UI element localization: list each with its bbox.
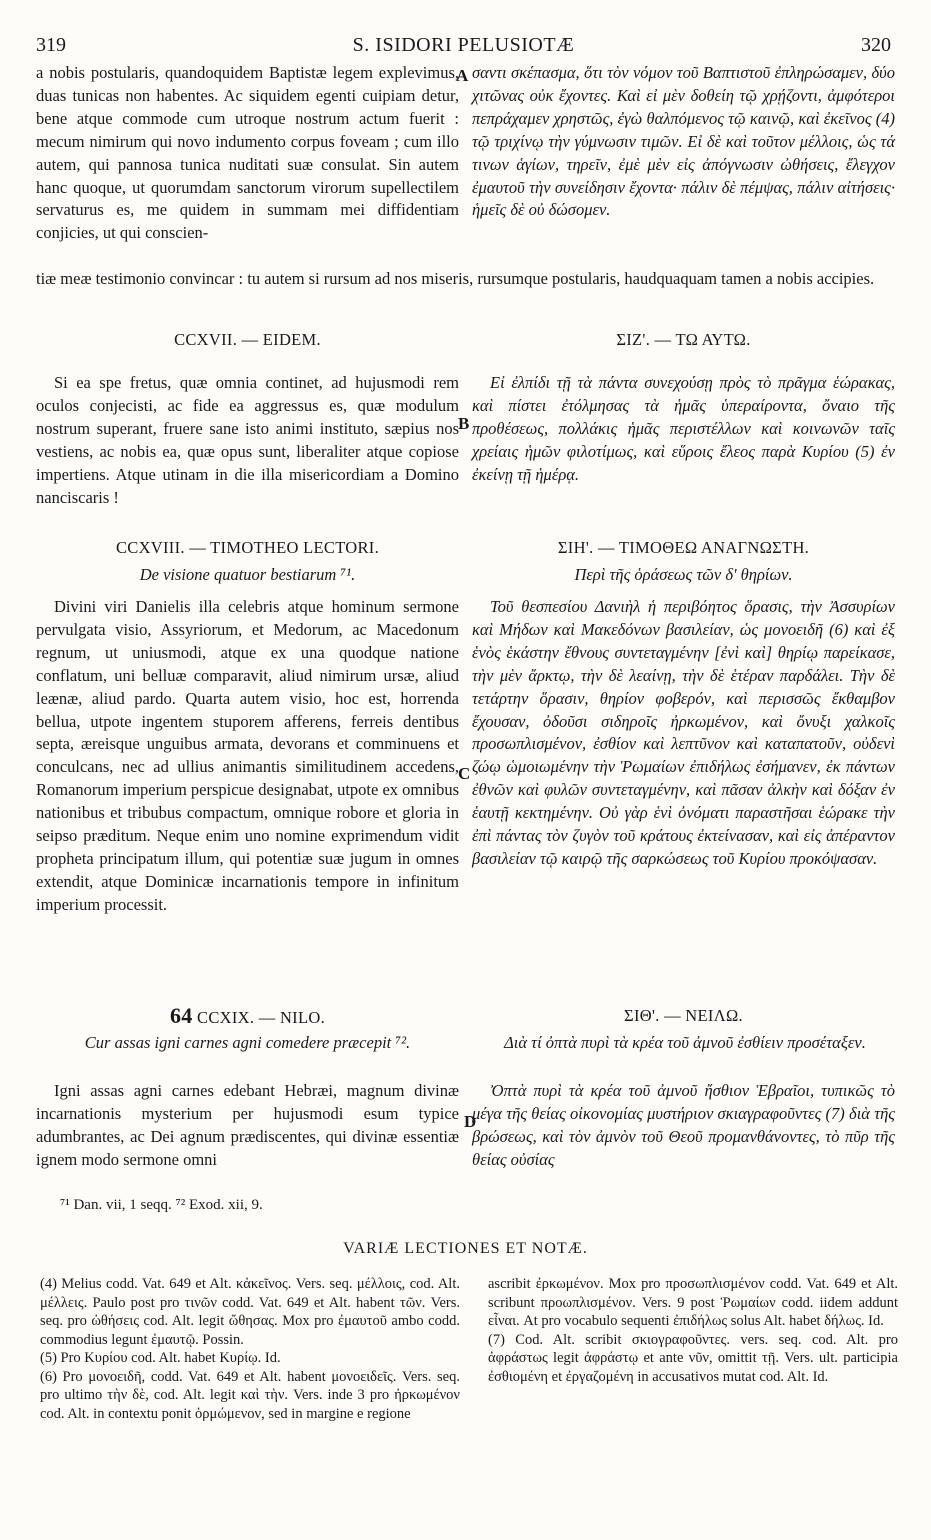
heading-text: CCXIX. — NILO. [197,1008,325,1027]
greek-column-ccxvii [472,372,895,487]
greek-column-ccxix [472,1080,895,1172]
letter-subtitle-latin: Cur assas igni carnes agni comedere præcepit ⁷². [84,1033,411,1052]
greek-paragraph: Τοῦ θεσπεσίου Δανιὴλ ἡ περιβόητος ὅρασις, τὴν Ἀσσυρίων καὶ Μήδων καὶ Μακεδόνων βασιλείαν, ὡς μονοειδῆ (6) καὶ ἐξ ἑνὸς ἑκάστην ἔθνους συντεταγμένην [ἐνὶ καὶ] θηρίῳ παρείκασε, τὴν μὲν ἄρκτῳ, τὴν δὲ λεαίνῃ, τὴν δὲ ἑτέραν παρδάλει. Τὴν δὲ τετάρτην ὅρασιν, θηρίον φοβερόν, καὶ περισσῶς ἔκθαμβον ἔχουσαν, ὀδοῦσι σιδηροῖς ἠρκωμένον, καὶ ὄνυξι χαλκοῖς προσωπλισμένον, ἐσθίον καὶ λεπτῦνον καὶ καταπατοῦν, οὐδενὶ ζώῳ ὡμοιωμένην τὴν Ῥωμαίων ἐπιδήλως ἐσήμανεν, ἐκ πάντων ἐθνῶν καὶ φυλῶν συντεταγμένην, καὶ πᾶσαν ἀλκὴν καὶ δόξαν ἐν ἑαυτῇ κεκτημένην. Οὐ γὰρ ἑνὶ ὀνόματι παραστῆσαι ἑώρακε τὴν ἐπὶ πάντας τὸν ζυγὸν τοῦ κράτους ἐκτείνασαν, καὶ εἰς ἀπέραντον βασιλείαν τῷ καιρῷ τῆς σαρκώσεως τοῦ Κυρίου προκόψασαν. [472,597,895,868]
notes-column-right [488,1275,898,1386]
note-item: (4) Melius codd. Vat. 649 et Alt. κἀκεῖνος. Vers. seq. μέλλοις, cod. Alt. μέλλεις. Paulo post pro τινῶν codd. Vat. 649 et Alt. habent τῶν. Vers. seq. pro ὠθήσεις cod. Alt. legit ὤθησας. Mox pro ἐμαυτοῦ ambo codd. commodius legunt ἐμαυτῷ. Possin. [40,1276,460,1348]
letter-heading-greek: ΣΙΘ'. — ΝΕΙΛΩ. [624,1006,743,1025]
section-marker-b: B [458,414,470,433]
full-width-latin [36,268,896,291]
running-title: S. ISIDORI PELUSIOTÆ [352,34,575,56]
latin-paragraph: Igni assas agni carnes edebant Hebræi, magnum divinæ incarnationis mysterium per hujusmodi esum typice adumbrantes, ac Dei agnum prædiscentes, qui divinæ essentiæ ignem modo sermone omni [36,1081,459,1169]
letter-subtitle-latin: De visione quatuor bestiarum ⁷¹. [139,565,356,584]
notes-title: VARIÆ LECTIONES ET NOTÆ. [343,1240,588,1257]
letter-subtitle-greek: Περὶ τῆς ὁράσεως τῶν δ' θηρίων. [574,565,793,584]
letter-heading-latin: CCXVIII. — TIMOTHEO LECTORI. [115,538,380,557]
section-marker-d: D [464,1112,477,1131]
letter-heading-greek: ΣΙΖ'. — ΤΩ ΑΥΤΩ. [616,330,751,349]
latin-paragraph: Divini viri Danielis illa celebris atque hominum sermone pervulgata visio, Assyriorum, et Medorum, ac Macedonum regnum, ut uniusmodi, atque ex una quodque natione conflatum, uni belluæ comparavit, aliud nimirum ursæ, aliud leænæ, aliud pardo. Quarta autem visio, hoc est, horrenda bellua, utpote ingentem stuporem afferens, ferreis dentibus septa, æreisque unguibus armata, devorans et comminuens et conculcans, nec ad ullius animantis similitudinem accedens, Romanorum imperium perspicue designabat, utpote ex omnibus nationibus et tribubus compactum, omnique robore et gloria in seipso præditum. Neque enim uno nomine exprimendum vidit propheta principatum illum, qui potentiæ suæ jugum in omnes extendit, atque Dominicæ incarnationis tempore in infinitum imperium processit. [36,597,459,914]
greek-column-top [472,62,895,222]
latin-column-ccxix [36,1080,459,1172]
latin-column-top [36,62,459,245]
note-item: ascribit ἐρκωμένον. Mox pro προσωπλισμένον codd. Vat. 649 et Alt. scribunt προωπλισμένον. Vers. 9 post Ῥωμαίων codd. iidem addunt εἶναι. At pro vocabulo sequenti ἐπιδήλως solus Alt. habet δήλως. Id. [488,1276,898,1329]
greek-paragraph: Εἰ ἐλπίδι τῇ τὰ πάντα συνεχούσῃ πρὸς τὸ πρᾶγμα ἑώρακας, καὶ πίστει ἐτόλμησας τὰ ἡμᾶς ὑπεραίροντα, ὄναιο τῆς προθέσεως, πολλάκις ἡμᾶς περιστέλλων καὶ κοινωνῶν ταῖς χρείαις ἡμῶν φιλοτίμως, καὶ εὕροις ἔλεος παρὰ Κυρίου (5) ἐν ἐκείνῃ τῇ ἡμέρᾳ. [472,373,895,484]
letter-heading-greek: ΣΙΗ'. — ΤΙΜΟΘΕΩ ΑΝΑΓΝΩΣΤΗ. [557,538,810,557]
greek-paragraph: Ὀπτὰ πυρὶ τὰ κρέα τοῦ ἀμνοῦ ἤσθιον Ἑβραῖοι, τυπικῶς τὸ μέγα τῆς θείας οἰκονομίας μυστήριον σκιαγραφοῦντες (7) διὰ τῆς βρώσεως, καὶ τὸν ἀμνὸν τοῦ Θεοῦ προμανθάνοντες, τὸ πῦρ τῆς θείας οὐσίας [472,1081,895,1169]
latin-column-ccxviii [36,596,459,917]
running-header [36,34,891,62]
letter-subtitle-greek: Διὰ τί ὀπτὰ πυρὶ τὰ κρέα τοῦ ἀμνοῦ ἐσθίειν προσέταξεν. [504,1033,866,1052]
note-item: (5) Pro Κυρίου cod. Alt. habet Κυρίῳ. Id. [40,1350,281,1366]
greek-column-ccxviii [472,596,895,871]
latin-column-ccxvii [36,372,459,509]
latin-paragraph: Si ea spe fretus, quæ omnia continet, ad hujusmodi rem oculos conjecisti, ac fide ea aggressus es, quæ modulum nostrum superant, fruere sane isto animi instituto, sæpius nos vestiens, ac nobis ea, quæ opus sunt, liberaliter atque copiose impertiens. Atque utinam in die illa misericordiam a Domino nanciscaris ! [36,373,459,507]
letter-heading-latin [36,1003,459,1029]
letter-heading-latin: CCXVII. — EIDEM. [174,330,321,349]
page-number-right: 320 [861,34,891,56]
page-number-left: 319 [36,34,66,56]
greek-paragraph: σαντι σκέπασμα, ὅτι τὸν νόμον τοῦ Βαπτιστοῦ ἐπληρώσαμεν, δύο χιτῶνας οὐκ ἔχοντες. Καὶ εἰ μὲν δοθείη τῷ χρῄζοντι, ἀμφότεροι πεπράχαμεν χρηστῶς, ἐγὼ θαλπόμενος τῷ καινῷ, καὶ ἐκεῖνος (4) τῷ τριχίνῳ τὴν γύμνωσιν τιμῶν. Εἰ δὲ καὶ τοῦτον μέλλοις, ὡς τά τινων ἁγίων, τηρεῖν, ἐμὲ μὲν εἰς ἀπόγνωσιν ὠθήσεις, ἔλεγχον ἐμαυτοῦ τὴν συνείδησιν ἔχοντα· πάλιν δὲ πέμψας, πάλιν αἰτήσεις· ἡμεῖς δὲ οὐ δώσομεν. [472,63,895,220]
note-item: (7) Cod. Alt. scribit σκιογραφοῦντες. vers. seq. cod. Alt. pro ἀφράστως legit ἀφράστῳ et ante νῦν, omittit τῇ. Vers. ult. participia ἐσθιομένη et ἐργαζομένη in accusativos mutat cod. Alt. Id. [488,1331,898,1385]
notes-column-left [40,1275,460,1423]
section-marker-a: A [456,66,469,85]
note-item: (6) Pro μονοειδῆ, codd. Vat. 649 et Alt. habent μονοειδεῖς. Vers. seq. pro ultimo τὴν δὲ, cod. Alt. legit καὶ τὴν. Vers. inde 3 pro ἠρκωμένον cod. Alt. in contextu ponit ὁρμώμενον, sed in margine e regione [40,1368,460,1422]
section-marker-c: C [458,764,471,783]
scripture-footnotes: ⁷¹ Dan. vii, 1 seqq. ⁷² Exod. xii, 9. [60,1197,263,1213]
latin-paragraph: tiæ meæ testimonio convincar : tu autem si rursum ad nos miseris, rursumque postularis, haudquaquam tamen a nobis accipies. [36,269,875,288]
latin-paragraph: a nobis postularis, quandoquidem Baptistæ legem explevimus, duas tunicas non habentes. Ac siquidem egenti cuipiam detur, bene atque commode cum utroque nostrum actum fuerit : mecum nimirum qui novo indumento corpus foveam ; cum illo autem, qui pannosa tunica nuditati suæ consulat. Sin autem hanc quoque, ut quorumdam sanctorum virorum supellectilem servaturus es, me quidem in summam mei diffidentiam conjicies, ut qui conscien- [36,63,459,243]
column-number: 64 [170,1003,193,1028]
